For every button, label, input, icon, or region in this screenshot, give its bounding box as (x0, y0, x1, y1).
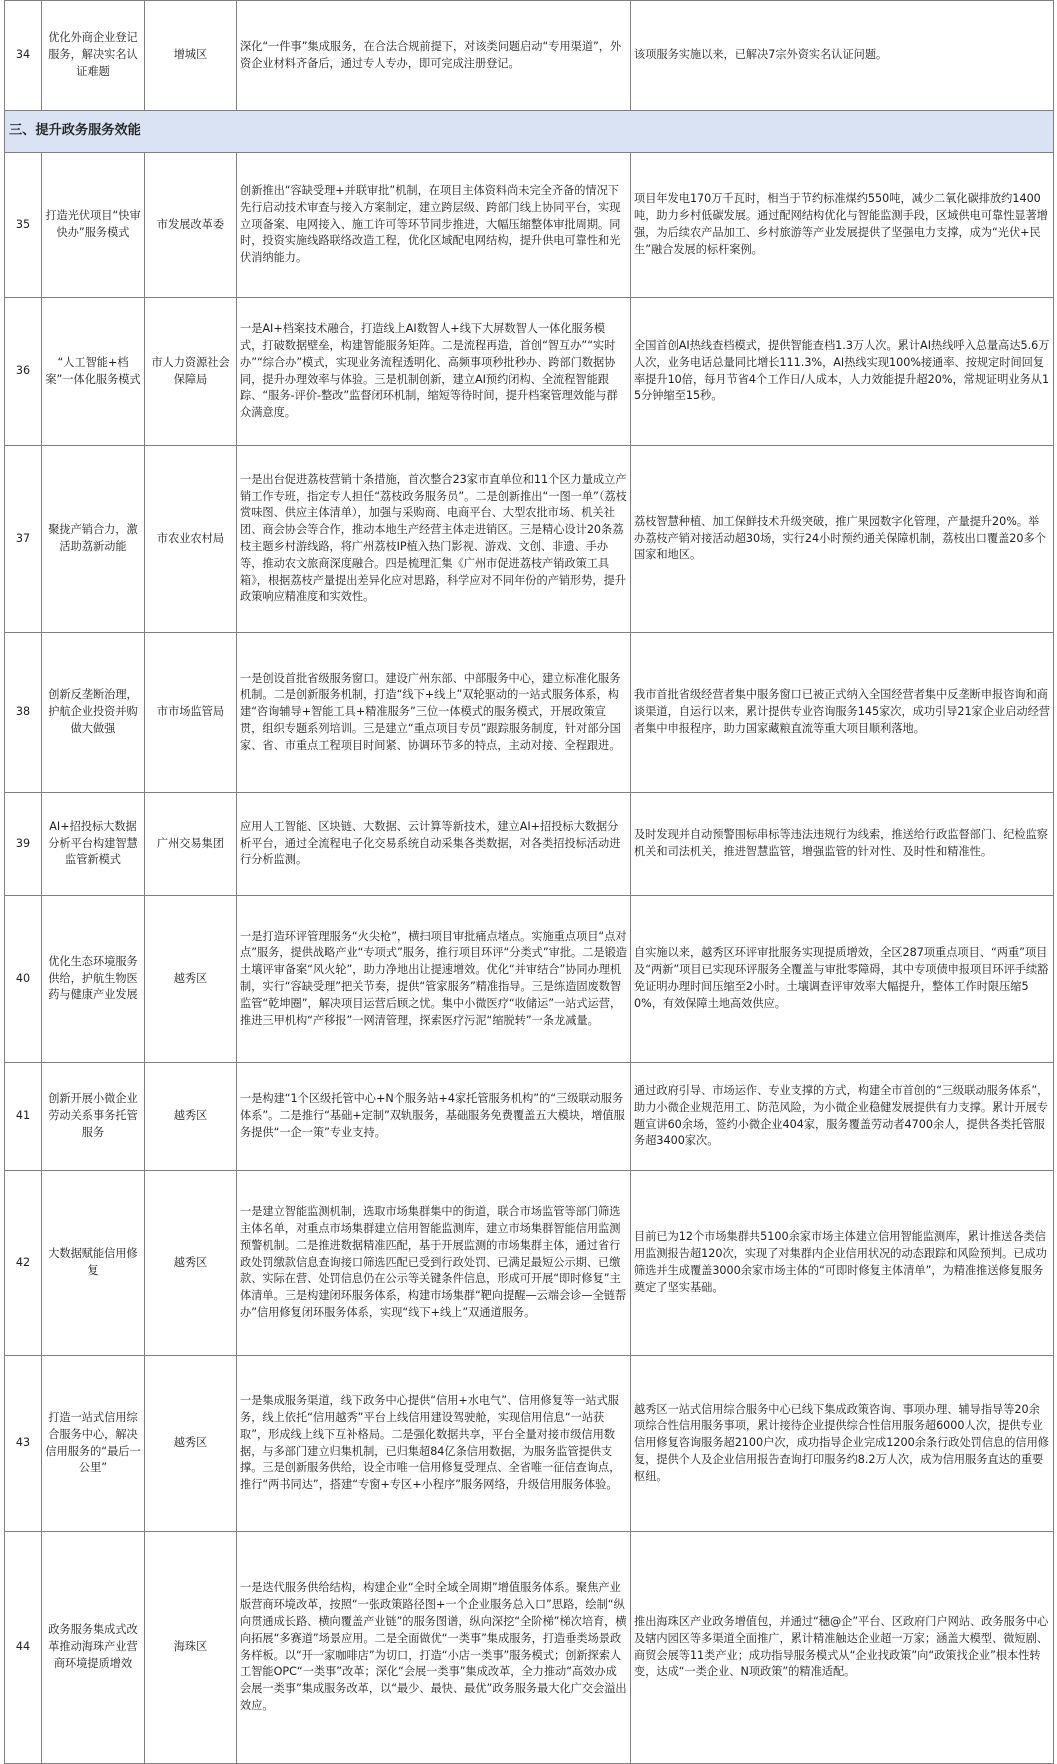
measure-result: 及时发现并自动预警围标串标等违法违规行为线索，推送给行政监督部门、纪检监察机关和司法机关，推进智慧监管，增强监管的针对性、及时性和精准性。 (631, 793, 1054, 896)
responsible-unit: 越秀区 (145, 1063, 237, 1171)
row-number: 40 (5, 896, 42, 1063)
section-header-row (5, 111, 1054, 153)
measure-result: 我市首批省级经营者集中服务窗口已被正式纳入全国经营者集中反垄断申报咨询和商谈渠道，自运行以来，累计提供专业咨询服务145家次，成功引导21家企业启动经营者集中申报程序，助力国家藏粮直流等重大项目顺利落地。 (631, 633, 1054, 793)
policy-table (4, 0, 1054, 1764)
measure-result: 该项服务实施以来，已解决7宗外资实名认证问题。 (631, 1, 1054, 111)
row-number: 43 (5, 1356, 42, 1532)
table-row (5, 1532, 1054, 1764)
measure-name: 大数据赋能信用修复 (42, 1171, 145, 1356)
row-number: 38 (5, 633, 42, 793)
row-number: 41 (5, 1063, 42, 1171)
row-number: 42 (5, 1171, 42, 1356)
table-row (5, 793, 1054, 896)
row-number: 37 (5, 446, 42, 633)
row-number: 35 (5, 153, 42, 298)
measure-result: 项目年发电170万千瓦时，相当于节约标准煤约550吨，减少二氧化碳排放约1400吨，助力乡村低碳发展。通过配网结构优化与智能监测手段，区域供电可靠性显著增强，为后续农产品加工、乡村旅游等产业发展提供了坚强电力支撑，成为“光伏+民生”融合发展的标杆案例。 (631, 153, 1054, 298)
measure-result: 荔枝智慧种植、加工保鲜技术升级突破，推广果园数字化管理，产量提升20%。举办荔枝产销对接活动超30场，实行24小时预约通关保障机制，荔枝出口覆盖20多个国家和地区。 (631, 446, 1054, 633)
responsible-unit: 市农业农村局 (145, 446, 237, 633)
measure-result: 通过政府引导、市场运作、专业支撑的方式，构建全市首创的“三级联动服务体系”，助力小微企业规范用工、防范风险，为小微企业稳健发展提供有力支撑。累计开展专题宣讲60余场，签约小微企业404家，服务覆盖劳动者4700余人，提供各类托管服务超3400家次。 (631, 1063, 1054, 1171)
responsible-unit: 广州交易集团 (145, 793, 237, 896)
row-number: 44 (5, 1532, 42, 1764)
measure-content: 应用人工智能、区块链、大数据、云计算等新技术，建立AI+招投标大数据分析平台，通过全流程电子化交易系统自动采集各类数据，对各类招投标活动进行分析监测。 (237, 793, 631, 896)
row-number: 34 (5, 1, 42, 111)
table-row (5, 896, 1054, 1063)
responsible-unit: 越秀区 (145, 1356, 237, 1532)
measure-result: 推出海珠区产业政务增值包，并通过“穗@企”平台、区政府门户网站、政务服务中心及辖内园区等多渠道全面推广，累计精准触达企业超一万家；涵盖大模型、微短剧、商贸会展等11类产业；成功指导服务模式从“企业找政策”向“政策找企业”根本性转变，达成“一类企业、N项政策”的精准适配。 (631, 1532, 1054, 1764)
table-row (5, 633, 1054, 793)
measure-content: 一是AI+档案技术融合，打造线上AI数智人+线下大屏数智人一体化服务模式，打破数据壁垒，构建智能服务矩阵。二是流程再造，首创“智互办”“实时办”“综合办”模式，实现业务流程透明化、高频事项秒批秒办、跨部门数据协同，提升办理效率与体验。三是机制创新，建立AI预约闭构、全流程智能跟踪、“服务-评价-整改”监督闭环机制，缩短等待时间，提升档案管理效能与群众满意度。 (237, 298, 631, 446)
responsible-unit: 增城区 (145, 1, 237, 111)
measure-content: 深化“一件事”集成服务，在合法合规前提下，对该类问题启动“专用渠道”，外资企业材料齐备后，通过专人专办，即可完成注册登记。 (237, 1, 631, 111)
measure-content: 一是打造环评管理服务“火尖枪”，横扫项目审批痛点堵点。实施重点项目“点对点”服务，提供战略产业“专项式”服务，推行项目环评“分类式”审批。二是锻造土壤评审备案“风火轮”，助力净地出让提速增效。优化“并审结合”协同办理机制，实行“容缺受理”把关节奏，提供“管家服务”精准指导。三是练造固废数智监管“乾坤圈”，解决项目运营后顾之忧。集中小微医疗“收储运”一站式运营，推进三甲机构“产移报”一网清管理，探索医疗污泥“缩脱转”一条龙减量。 (237, 896, 631, 1063)
row-number: 36 (5, 298, 42, 446)
measure-result: 越秀区一站式信用综合服务中心已线下集成政策咨询、事项办理、辅导指导等20余项综合性信用服务事项，累计接待企业提供综合性信用服务超6000人次，提供专业信用修复咨询服务超2100户次，成功指导企业完成1200余条行政处罚信息的信用修复，提供个人及企业信用报告查询打印服务约8.2万人次，成为信用服务直达的重要枢纽。 (631, 1356, 1054, 1532)
responsible-unit: 市发展改革委 (145, 153, 237, 298)
responsible-unit: 越秀区 (145, 1171, 237, 1356)
policy-table-page (4, 0, 1053, 1764)
measure-result: 目前已为12个市场集群共5100余家市场主体建立信用智能监测库，累计推送各类信用监测报告超120次，实现了对集群内企业信用状况的动态跟踪和风险预判。已成功筛选并生成覆盖3000余家市场主体的“可即时修复主体清单”，为精准推送修复服务奠定了坚实基础。 (631, 1171, 1054, 1356)
measure-content: 一是建立智能监测机制，选取市场集群集中的街道，联合市场监管等部门筛选主体名单，对重点市场集群建立信用智能监测库，建立市场集群智能信用监测预警机制。二是推进数据精准匹配，基于开展监测的市场集群主体，通过省行政处罚缴款信息查询接口筛选匹配已受到行政处罚、已满足最短公示期、已缴款、实际在营、处罚信息仍在公示等关键条件信息，形成可开展“即时修复”主体清单。三是构建闭环服务体系，构建市场集群“靶向提醒—云端会诊—全链帮办”信用修复闭环服务体系，实现“线下+线上”双通道服务。 (237, 1171, 631, 1356)
table-row (5, 446, 1054, 633)
table-row (5, 298, 1054, 446)
measure-content: 一是集成服务渠道，线下政务中心提供“信用+水电气”、信用修复等一站式服务，线上依托“信用越秀”平台上线信用建设驾驶舱，实现信用信息“一站获取”，形成线上线下互补格局。二是强化数据共享，平台全量对接市级信用数据，与多部门建立归集机制，已归集超84亿条信用数据，为服务监管提供支撑。三是创新服务供给，设全市唯一信用修复受理点、全省唯一征信查询点，推行“两书同达”，搭建“专窗+专区+小程序”服务网络，升级信用服务体验。 (237, 1356, 631, 1532)
measure-name: 打造光伏项目“快审快办”服务模式 (42, 153, 145, 298)
measure-content: 一是构建“1个区级托管中心+N个服务站+4家托管服务机构”的“三级联动服务体系”。二是推行“基础+定制”双轨服务，基础服务免费覆盖五大模块，增值服务提供“一企一策”专业支持。 (237, 1063, 631, 1171)
measure-result: 全国首创AI热线查档模式，提供智能查档1.3万人次。累计AI热线呼入总量高达5.6万人次，业务电话总量同比增长111.3%，AI热线实现100%接通率、按规定时间回复率提升10倍，每月节省4个工作日/人成本，人力效能提升超20%，常规证明业务从15分钟缩至15秒。 (631, 298, 1054, 446)
responsible-unit: 市人力资源社会保障局 (145, 298, 237, 446)
measure-name: 创新开展小微企业劳动关系事务托管服务 (42, 1063, 145, 1171)
table-row (5, 1, 1054, 111)
table-row (5, 1356, 1054, 1532)
measure-content: 创新推出“容缺受理+并联审批”机制，在项目主体资料尚未完全齐备的情况下先行启动技术审查与接入方案制定，建立跨层级、跨部门线上协同平台，实现立项备案、电网接入、施工许可等环节同步推进，大幅压缩整体审批周期。同时，投资实施线路联络改造工程，优化区域配电网结构，提升供电可靠性和光伏消纳能力。 (237, 153, 631, 298)
measure-name: 创新反垄断治理，护航企业投资并购做大做强 (42, 633, 145, 793)
measure-name: 打造一站式信用综合服务中心，解决信用服务的“最后一公里” (42, 1356, 145, 1532)
measure-name: 政务服务集成式改革推动海珠产业营商环境提质增效 (42, 1532, 145, 1764)
table-row (5, 1171, 1054, 1356)
measure-name: 优化外商企业登记服务，解决实名认证难题 (42, 1, 145, 111)
responsible-unit: 越秀区 (145, 896, 237, 1063)
responsible-unit: 海珠区 (145, 1532, 237, 1764)
table-row (5, 153, 1054, 298)
measure-content: 一是创设首批省级服务窗口。建设广州东部、中部服务中心，建立标准化服务机制。二是创新服务机制，打造“线下+线上”双轮驱动的一站式服务体系，构建“咨询辅导+智能工具+精准服务”三位一体模式的服务模式，开展政策宣贯，组织专题系列培训。三是建立“重点项目专员”跟踪服务制度，针对部分国家、省、市重点工程项目时间紧、协调环节多的特点，主动对接、全程跟进。 (237, 633, 631, 793)
row-number: 39 (5, 793, 42, 896)
measure-name: “人工智能+档案”一体化服务模式 (42, 298, 145, 446)
measure-result: 自实施以来，越秀区环评审批服务实现提质增效，全区287项重点项目、“两重”项目及“两新”项目已实现环评服务全覆盖与审批零障碍，其中专项债申报项目环评手续豁免证明办理时间压缩至2小时。土壤调查评审效率大幅提升，整体工作时限压缩50%，有效保障土地高效供应。 (631, 896, 1054, 1063)
responsible-unit: 市市场监管局 (145, 633, 237, 793)
section-title: 三、提升政务服务效能 (5, 111, 1054, 153)
measure-content: 一是迭代服务供给结构，构建企业“全时全域全周期”增值服务体系。聚焦产业版营商环境改革，按照“一张政策路径图+一个企业服务总入口”思路，绘制“纵向贯通成长路、横向覆盖产业链”的服务图谱，纵向深挖“全阶梯”梯次培育，横向拓展“多赛道”场景应用。二是全面做优“一类事”集成服务，打造垂类场景政务样板。以“开一家咖啡店”为切口，打造“小店一类事”服务模式；创新探索人工智能OPC“一类事”改革；深化“会展一类事”集成改革，全力推动“高效办成会展一类事”集成服务改革，以“最少、最快、最优”政务服务最大化广交会溢出效应。 (237, 1532, 631, 1764)
measure-content: 一是出台促进荔枝营销十条措施，首次整合23家市直单位和11个区力量成立产销工作专班，指定专人担任“荔枝政务服务员”。二是创新推出“一图一单”（荔枝赏味图、供应主体清单），加强与采购商、电商平台、大型农批市场、机关社团、商会协会等合作，推动本地生产经营主体走进销区。三是精心设计20条荔枝主题乡村游线路，将广州荔枝IP植入热门影视、游戏、文创、非遗、手办等，推动农文旅商深度融合。四是梳理汇集《广州市促进荔枝产销政策工具箱》，根据荔枝产量提出差异化应对思路，科学应对不同年份的产销形势，提升政策响应精准度和实效性。 (237, 446, 631, 633)
measure-name: 聚拢产销合力，激活助荔新动能 (42, 446, 145, 633)
measure-name: 优化生态环境服务供给，护航生物医药与健康产业发展 (42, 896, 145, 1063)
measure-name: AI+招投标大数据分析平台构建智慧监管新模式 (42, 793, 145, 896)
table-row (5, 1063, 1054, 1171)
